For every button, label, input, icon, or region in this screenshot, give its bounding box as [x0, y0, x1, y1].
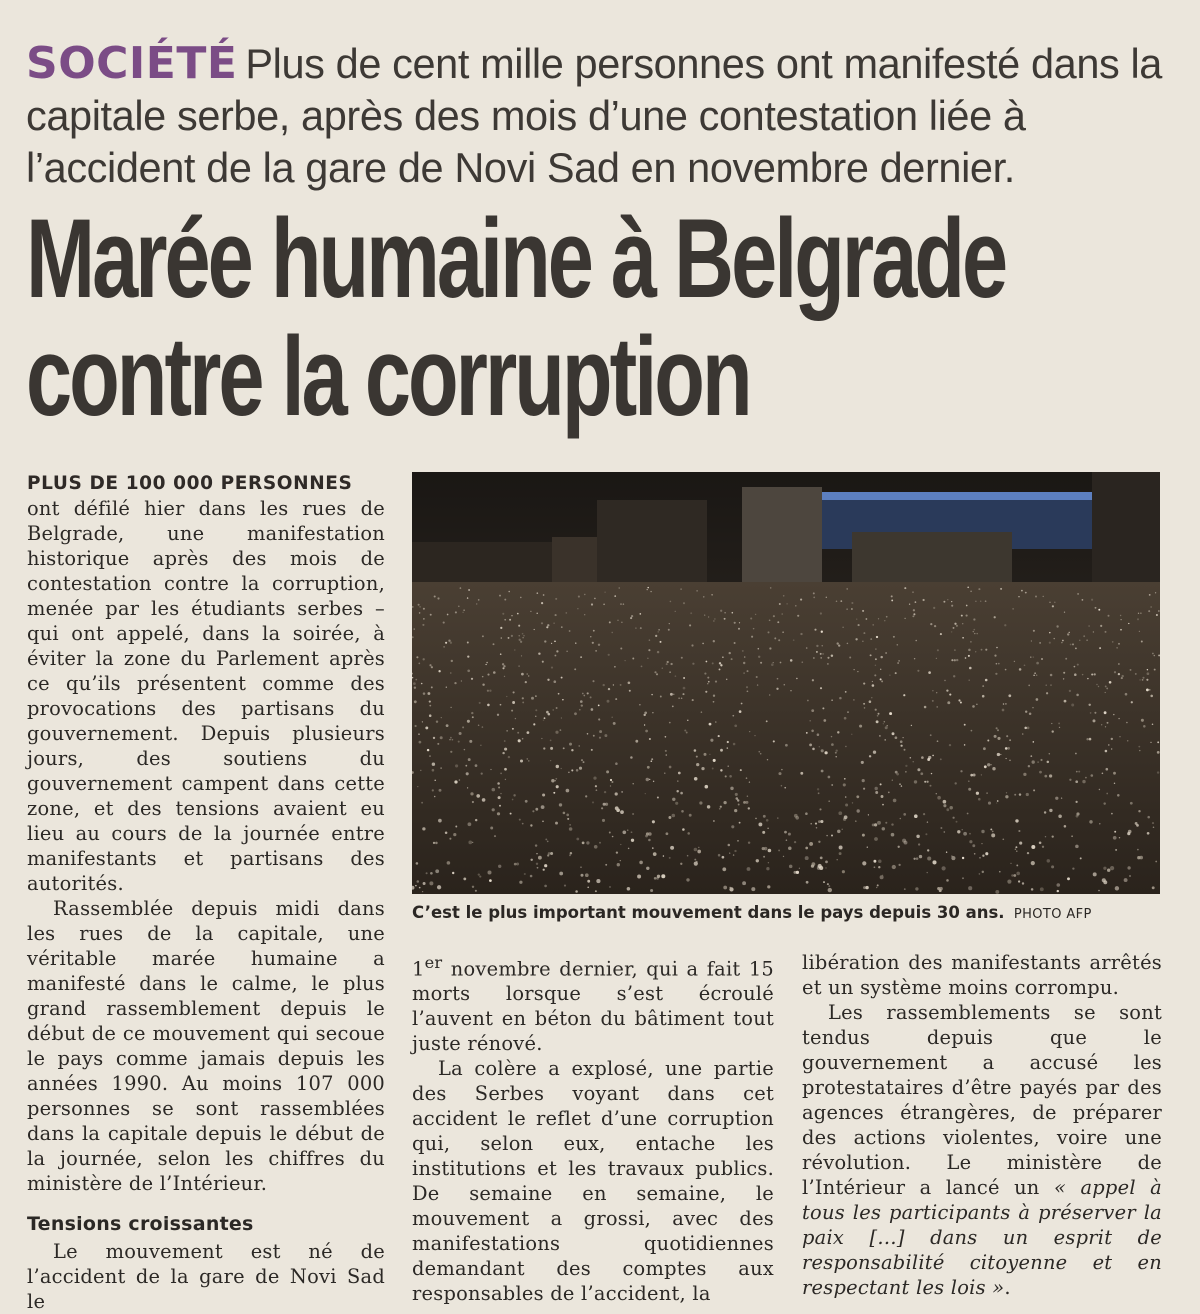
subheading: Tensions croissantes [27, 1213, 254, 1235]
headline-line-1: Marée humaine à Belgrade [26, 196, 1006, 321]
caption-text: C’est le plus important mouvement dans le pays depuis 30 ans. [412, 903, 1005, 922]
photo-caption [412, 903, 1172, 922]
paragraph-4-text: novembre dernier, qui a fait 15 morts lorsque s’est écroulé l’auvent en béton du bâtiment tout juste rénové. [412, 957, 774, 1056]
paragraph-1-text: ont défilé hier dans les rues de Belgrade, une manifestation historique après des mois de contestation contre la corruption, menée par les étudiants serbes – qui ont appelé, dans la soirée, à éviter la zone du Parlement après ce qu’ils présentent comme des provocations des partisans du gouvernement. Depuis plusieurs jours, des soutiens du gouvernement campent dans cette zone, et des tensions avaient eu lieu au cours de la journée entre manifestants et partisans des autorités. [27, 497, 385, 895]
crowd-photo-image [412, 472, 1160, 894]
paragraph-6: libération des manifestants arrêtés et un système moins corrompu. [802, 951, 1162, 999]
article-column-1 [27, 470, 385, 1314]
paragraph-1 [27, 470, 385, 896]
date-day: 1 [412, 957, 425, 981]
date-superscript: er [424, 953, 443, 972]
headline-line-2: contre la corruption [26, 314, 750, 439]
paragraph-4 [412, 950, 774, 1056]
paragraph-3: Le mouvement est né de l’accident de la gare de Novi Sad le [27, 1240, 385, 1313]
deck-text: Plus de cent mille personnes ont manifesté dans la capitale serbe, après des mois d’une contestation liée à l’accident de la gare de Novi Sad en novembre dernier. [26, 40, 1162, 191]
paragraph-2: Rassemblée depuis midi dans les rues de la capitale, une véritable marée humaine a manifesté dans le calme, le plus grand rassemblement depuis le début de ce mouvement qui secoue le pays comme jamais depuis les années 1990. Au moins 107 000 personnes se sont rassemblées dans la capitale depuis le début de la journée, selon les chiffres du ministère de l’Intérieur. [27, 897, 385, 1195]
article-column-2 [412, 950, 774, 1306]
ministry-quote: « appel à tous les participants à préserver la paix […] dans un esprit de responsabilité citoyenne et en respectant les lois » [802, 1176, 1162, 1299]
paragraph-7-text: Les rassemblements se sont tendus depuis que le gouvernement a accusé les protestataires d’être payés par des agences étrangères, de préparer des actions violentes, voire une révolution. Le ministère de l’Intérieur a lancé un [802, 1001, 1162, 1199]
paragraph-7 [802, 1000, 1162, 1300]
deck [26, 38, 1176, 194]
section-kicker: SOCIÉTÉ [26, 38, 238, 89]
headline [26, 196, 1006, 439]
crowd-photo [412, 472, 1160, 894]
photo-credit: PHOTO AFP [1013, 907, 1092, 922]
article-column-3 [802, 950, 1162, 1300]
paragraph-7-end: . [1004, 1276, 1011, 1299]
lead-in: PLUS DE 100 000 PERSONNES [27, 473, 353, 494]
paragraph-5: La colère a explosé, une partie des Serbes voyant dans cet accident le reflet d’une corruption qui, selon eux, entache les institutions et les travaux publics. De semaine en semaine, le mouvement a grossi, avec des manifestations quotidiennes demandant des comptes aux responsables de l’accident, la [412, 1057, 774, 1306]
